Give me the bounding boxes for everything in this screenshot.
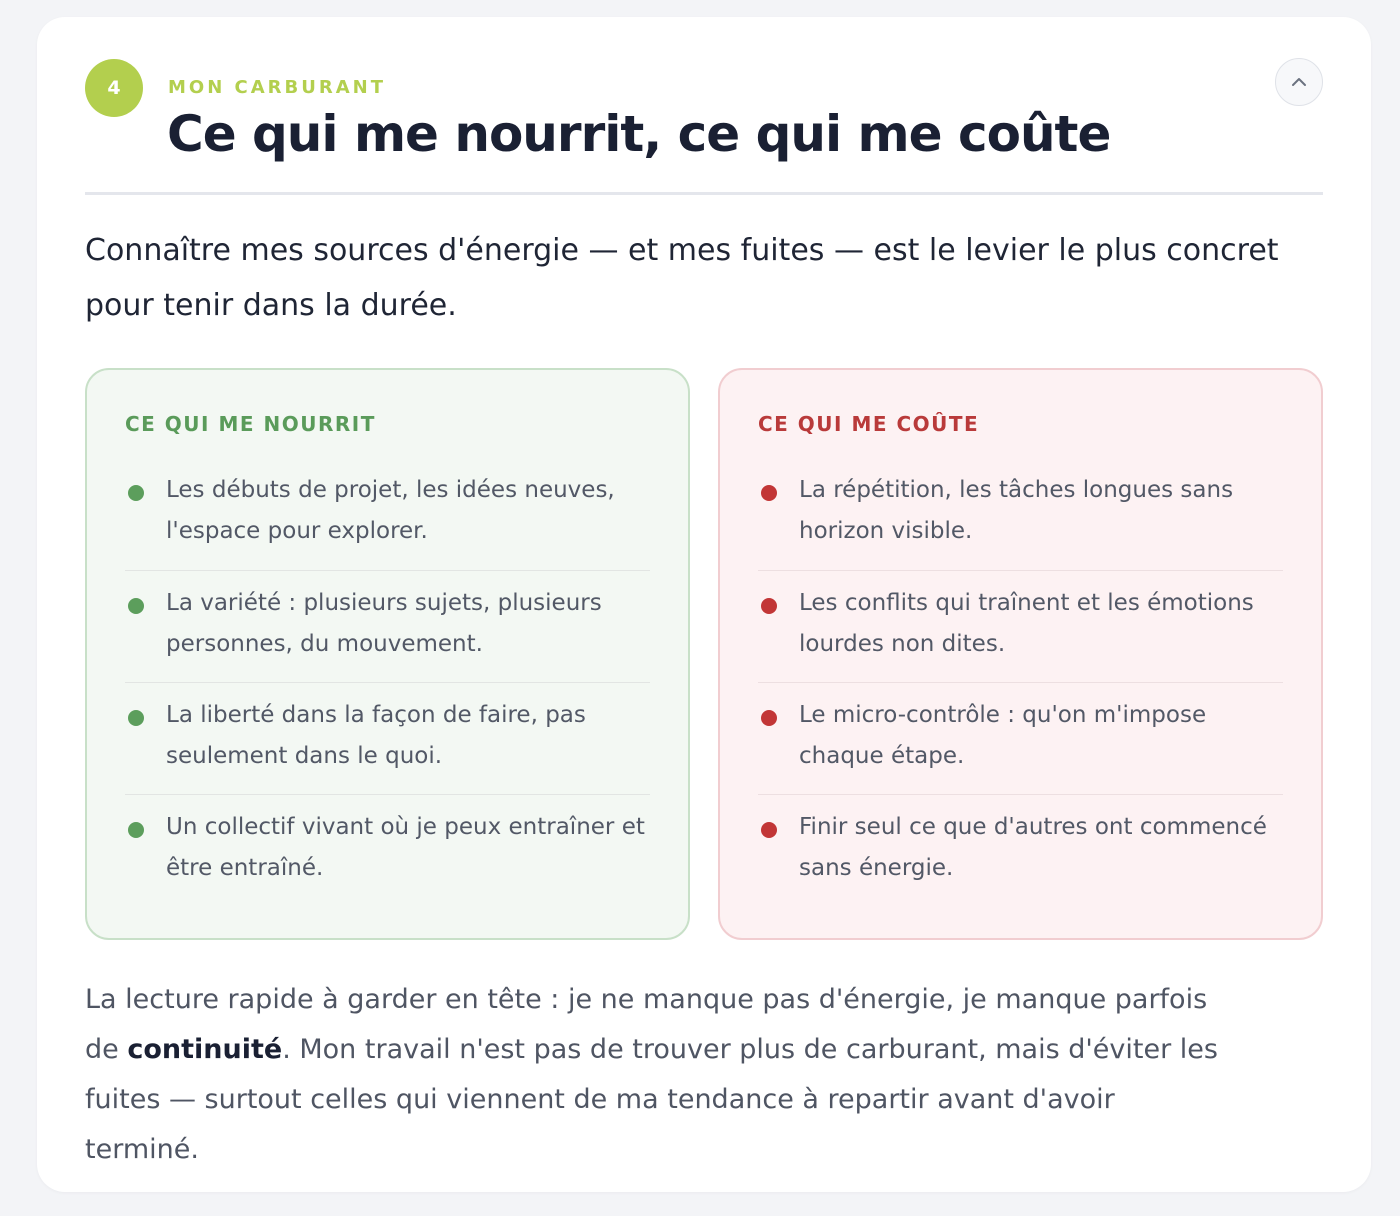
list-item-text: La liberté dans la façon de faire, pas seulement dans le quoi. [166,702,586,769]
bullet-dot-icon [761,485,777,501]
list-item [758,470,1283,570]
list-item [758,794,1283,906]
cost-list [758,470,1283,906]
list-item-text: La variété : plusieurs sujets, plusieurs personnes, du mouvement. [166,590,602,657]
summary-text-after: . Mon travail n'est pas de trouver plus de carburant, mais d'éviter les fuites — surtout celles qui viennent de ma tendance à repartir avant d'avoir terminé. [85,1034,1218,1165]
bullet-dot-icon [761,598,777,614]
page-title: Ce qui me nourrit, ce qui me coûte [167,105,1111,163]
nourish-list [125,470,650,906]
list-item [125,794,650,906]
bullet-dot-icon [761,822,777,838]
nourish-heading: CE QUI ME NOURRIT [125,412,376,436]
summary-emphasis: continuité [127,1034,283,1065]
cost-panel [718,368,1323,940]
step-number-badge: 4 [85,59,143,117]
list-item-text: Finir seul ce que d'autres ont commencé sans énergie. [799,814,1267,881]
cost-heading: CE QUI ME COÛTE [758,412,980,436]
section-eyebrow: MON CARBURANT [168,77,387,98]
list-item [758,570,1283,682]
bullet-dot-icon [128,710,144,726]
summary-text-before: La lecture rapide à garder en tête : je ne manque pas d'énergie, je manque parfois de [85,984,1208,1065]
nourish-panel [85,368,690,940]
list-item [125,470,650,570]
header-divider [85,192,1323,195]
list-item-text: Les conflits qui traînent et les émotions lourdes non dites. [799,590,1254,657]
section-card [37,17,1371,1192]
summary-text [85,975,1235,1175]
list-item [125,570,650,682]
bullet-dot-icon [761,710,777,726]
list-item [125,682,650,794]
chevron-up-icon [1291,77,1307,87]
bullet-dot-icon [128,485,144,501]
bullet-dot-icon [128,822,144,838]
collapse-button[interactable] [1275,58,1323,106]
list-item-text: Les débuts de projet, les idées neuves, l'espace pour explorer. [166,477,615,544]
intro-text: Connaître mes sources d'énergie — et mes fuites — est le levier le plus concret pour tenir dans la durée. [85,233,1279,323]
list-item-text: Un collectif vivant où je peux entraîner et être entraîné. [166,814,645,881]
list-item-text: La répétition, les tâches longues sans horizon visible. [799,477,1234,544]
bullet-dot-icon [128,598,144,614]
list-item-text: Le micro-contrôle : qu'on m'impose chaque étape. [799,702,1207,769]
list-item [758,682,1283,794]
